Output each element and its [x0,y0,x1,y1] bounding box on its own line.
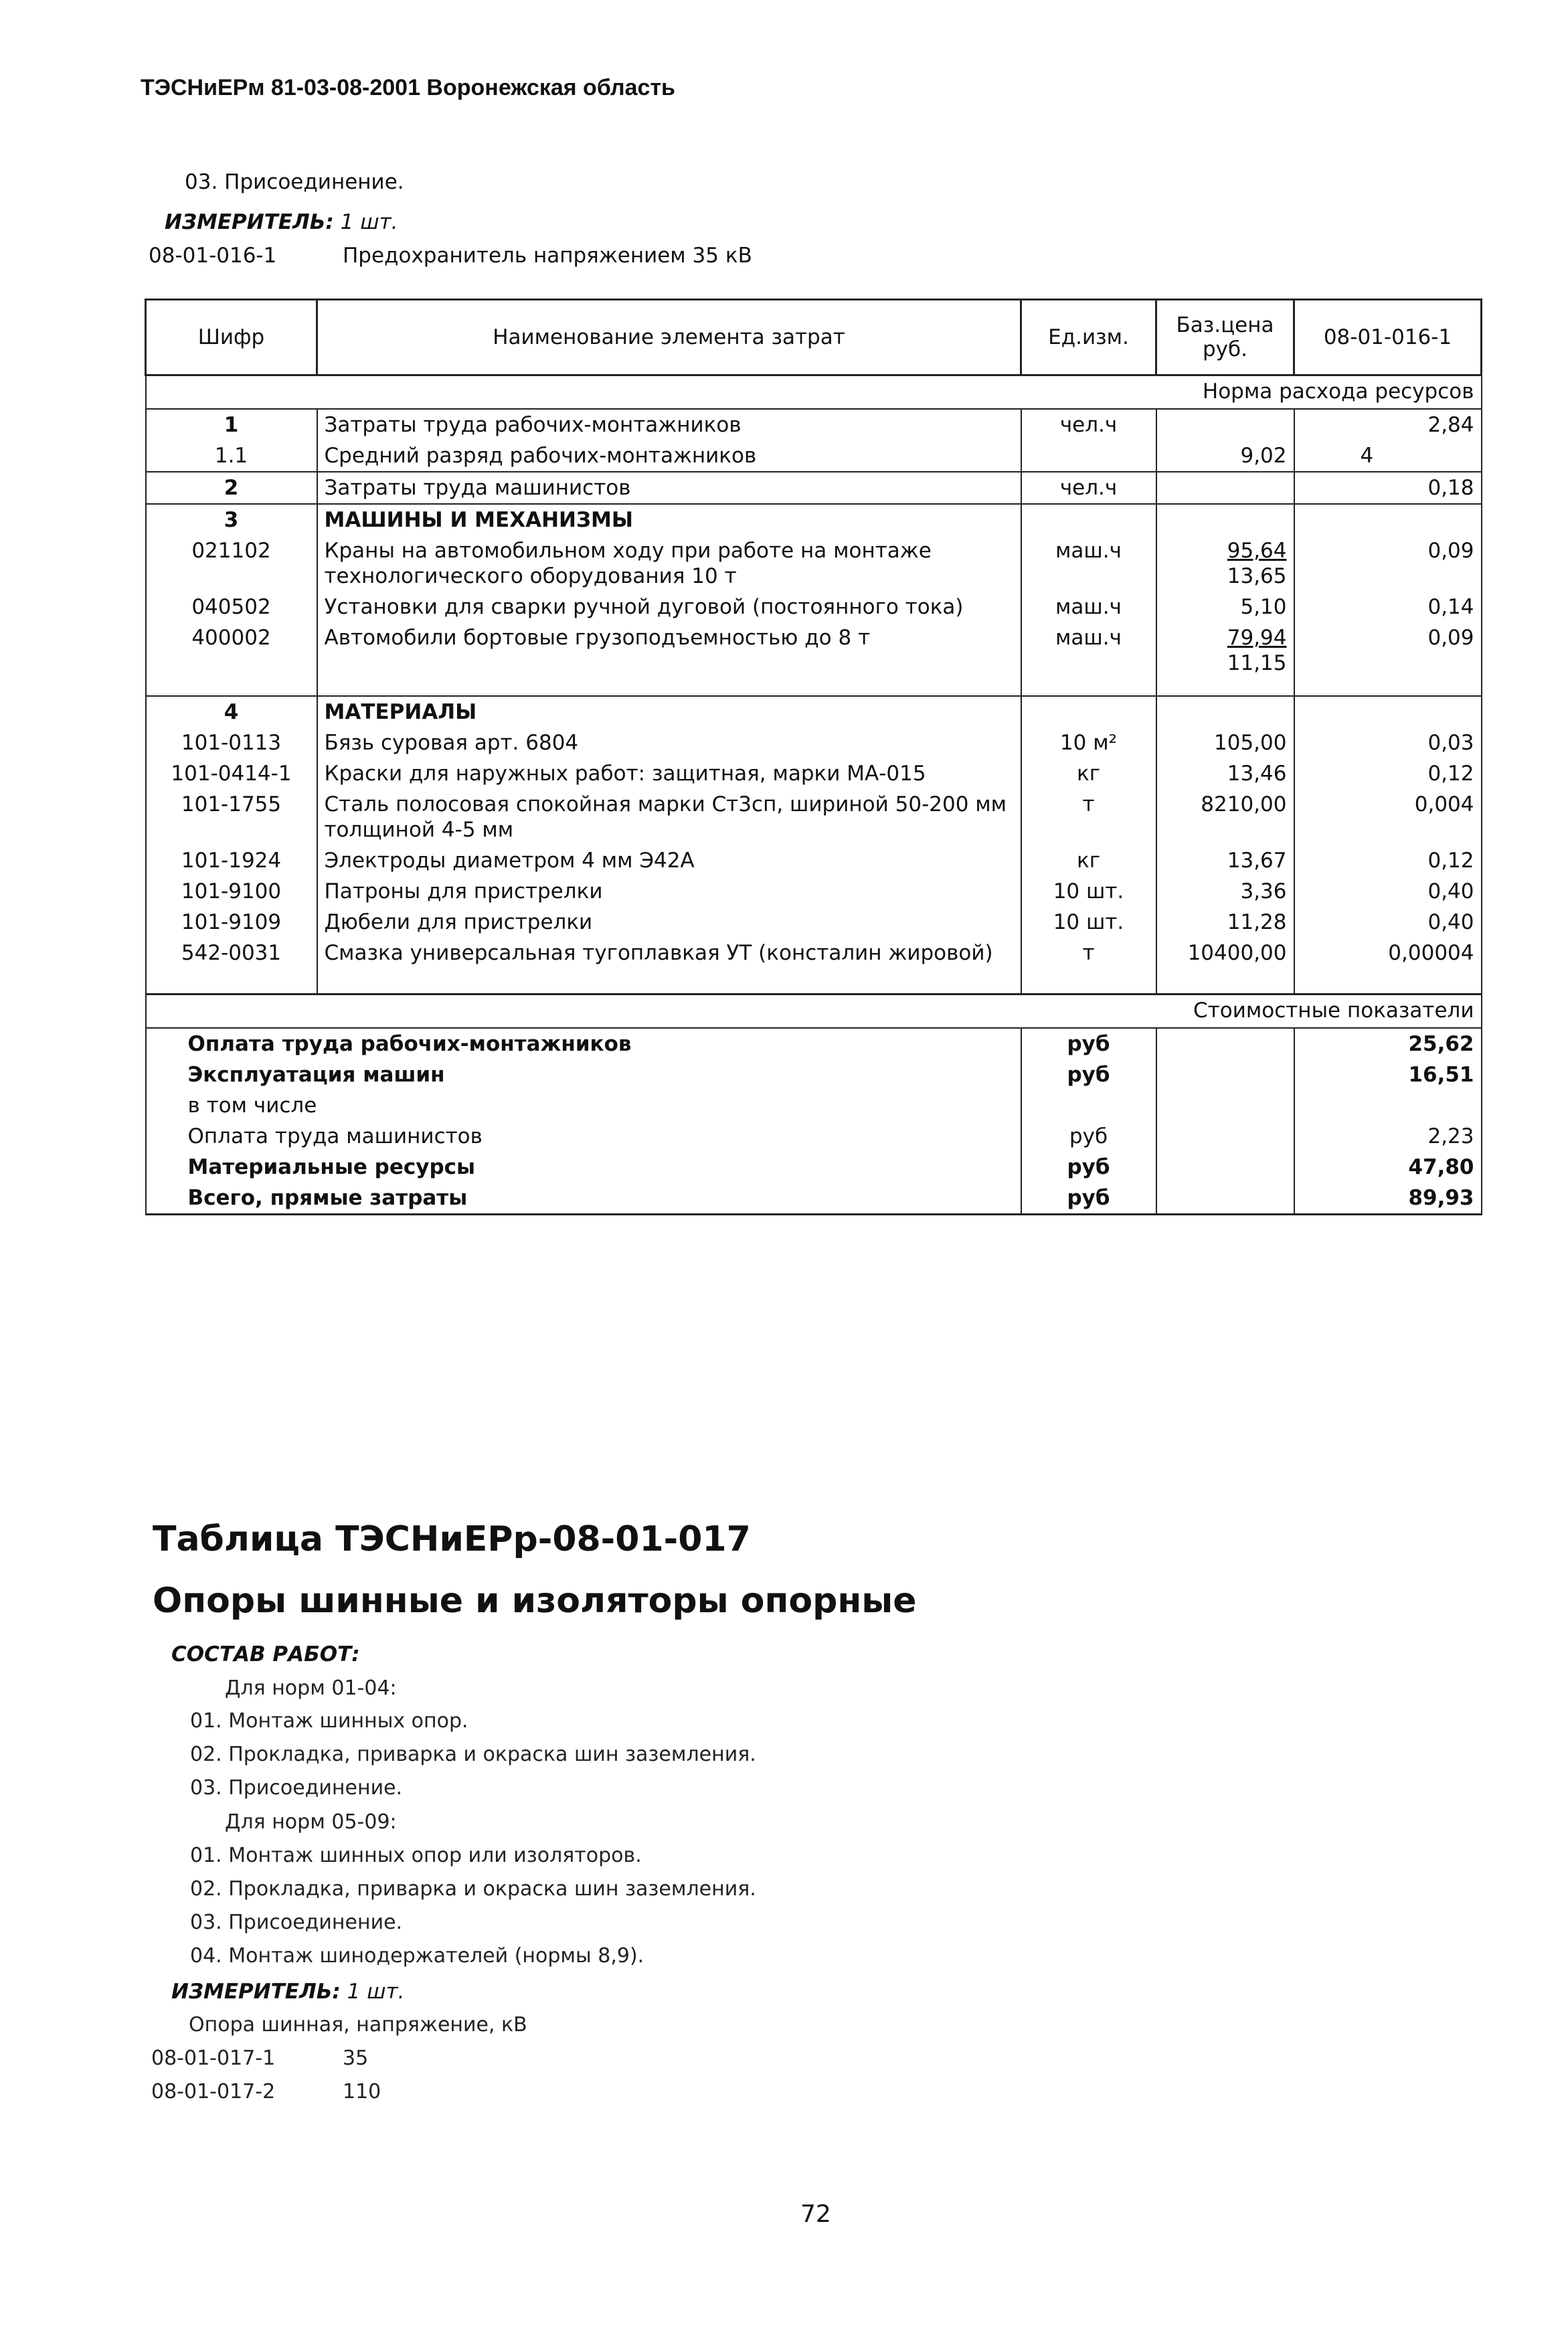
cost-unit [1021,1090,1156,1121]
row-norm: 4 [1294,440,1482,472]
row-code: 1 [146,409,317,440]
table-row [146,535,1482,592]
code-row-value: 110 [343,2080,381,2103]
group1-label: Для норм 01-04: [225,1676,397,1700]
cost-value: 25,62 [1294,1028,1482,1059]
row-name: Затраты труда рабочих-монтажников [317,409,1021,440]
row-norm: 0,40 [1294,876,1482,907]
row-name: Автомобили бортовые грузоподъемностью до 8 т [317,622,1021,696]
row-name: Смазка универсальная тугоплавкая УТ (консталин жировой) [317,938,1021,994]
cost-name: Материальные ресурсы [146,1152,1021,1183]
pre-code-desc: Предохранитель напряжением 35 кВ [343,244,752,268]
table-row [146,938,1482,994]
list-item: 02. Прокладка, приварка и окраска шин заземления. [190,1877,756,1901]
cost-band-row [146,994,1482,1028]
pre-meter [165,210,398,234]
col-header: Баз.цена руб. [1156,300,1294,375]
cost-name: Всего, прямые затраты [146,1183,1021,1215]
list-item: 03. Присоединение. [190,1911,403,1934]
cost-band: Стоимостные показатели [1156,994,1482,1028]
cost-unit: руб [1021,1059,1156,1090]
row-norm: 0,18 [1294,472,1482,504]
code-row-code: 08-01-017-1 [151,2047,276,2070]
table-row [146,440,1482,472]
table-row [146,727,1482,758]
row-code: 101-0414-1 [146,758,317,789]
row-code: 4 [146,696,317,727]
table-row [146,758,1482,789]
row-norm: 0,14 [1294,592,1482,622]
cost-empty [1156,1090,1294,1121]
cost-row [146,1028,1482,1059]
row-norm: 0,004 [1294,789,1482,845]
row-price: 5,10 [1156,592,1294,622]
cost-row [146,1059,1482,1090]
row-code: 021102 [146,535,317,592]
list-item: 03. Присоединение. [190,1776,403,1800]
row-unit: т [1021,789,1156,845]
price-sub: 13,65 [1227,564,1287,588]
cost-unit: руб [1021,1152,1156,1183]
cost-value: 2,23 [1294,1121,1482,1152]
table-row [146,845,1482,876]
table-row [146,907,1482,938]
cost-name: Оплата труда рабочих-монтажников [146,1028,1021,1059]
meter-value: 1 шт. [347,1980,405,2004]
row-unit: т [1021,938,1156,994]
cost-empty [1156,1152,1294,1183]
row-unit: 10 шт. [1021,876,1156,907]
price-main: 79,94 [1227,626,1287,650]
row-name: Электроды диаметром 4 мм Э42А [317,845,1021,876]
row-price: 8210,00 [1156,789,1294,845]
row-norm: 0,00004 [1294,938,1482,994]
row-name: Патроны для пристрелки [317,876,1021,907]
row-code: 040502 [146,592,317,622]
row-unit: чел.ч [1021,472,1156,504]
page-header: ТЭСНиЕРм 81-03-08-2001 Воронежская область [141,75,675,100]
row-unit: 10 м² [1021,727,1156,758]
row-price: 3,36 [1156,876,1294,907]
row-price [1156,535,1294,592]
row-name: Сталь полосовая спокойная марки Ст3сп, шириной 50-200 мм толщиной 4-5 мм [317,789,1021,845]
section-title-2: Опоры шинные и изоляторы опорные [153,1581,917,1621]
row-name: Дюбели для пристрелки [317,907,1021,938]
cost-row [146,1152,1482,1183]
list-item: 04. Монтаж шинодержателей (нормы 8,9). [190,1944,644,1968]
row-code: 542-0031 [146,938,317,994]
page-number: 72 [800,2200,831,2228]
meter-label: ИЗМЕРИТЕЛЬ: [165,210,334,234]
row-code: 101-0113 [146,727,317,758]
row-unit: маш.ч [1021,622,1156,696]
row-norm: 0,40 [1294,907,1482,938]
composition-label: СОСТАВ РАБОТ: [171,1642,360,1666]
cost-value: 47,80 [1294,1152,1482,1183]
row-norm: 0,09 [1294,535,1482,592]
norm-band-row [146,375,1482,410]
col-header: Ед.изм. [1021,300,1156,375]
table-row [146,696,1482,727]
code-row-code: 08-01-017-2 [151,2080,276,2103]
cost-name: в том числе [146,1090,1021,1121]
row-price [1156,622,1294,696]
table-row [146,409,1482,440]
cost-empty [1156,1028,1294,1059]
row-name: Установки для сварки ручной дуговой (постоянного тока) [317,592,1021,622]
row-code: 400002 [146,622,317,696]
row-code: 101-1755 [146,789,317,845]
row-unit [1021,504,1156,535]
row-unit: чел.ч [1021,409,1156,440]
cost-value: 89,93 [1294,1183,1482,1215]
table-row [146,504,1482,535]
row-name: Краны на автомобильном ходу при работе на монтаже технологического оборудования 10 т [317,535,1021,592]
cost-unit: руб [1021,1028,1156,1059]
price-sub: 11,15 [1227,651,1287,675]
col-header: Наименование элемента затрат [317,300,1021,375]
cost-row [146,1183,1482,1215]
cost-row [146,1090,1482,1121]
row-price [1156,472,1294,504]
code-row-value: 35 [343,2047,369,2070]
row-unit: маш.ч [1021,592,1156,622]
list-item: 01. Монтаж шинных опор. [190,1709,468,1733]
row-name: Затраты труда машинистов [317,472,1021,504]
row-price [1156,696,1294,727]
row-price: 11,28 [1156,907,1294,938]
cost-row [146,1121,1482,1152]
cost-name: Эксплуатация машин [146,1059,1021,1090]
meter-desc: Опора шинная, напряжение, кВ [189,2013,527,2037]
col-header: Шифр [146,300,317,375]
list-item: 01. Монтаж шинных опор или изоляторов. [190,1844,642,1867]
group2-label: Для норм 05-09: [225,1810,397,1834]
row-price: 10400,00 [1156,938,1294,994]
row-name: Краски для наружных работ: защитная, марки МА-015 [317,758,1021,789]
cost-unit: руб [1021,1183,1156,1215]
resource-table [145,298,1482,1215]
row-unit: 10 шт. [1021,907,1156,938]
cost-name: Оплата труда машинистов [146,1121,1021,1152]
meter-label: ИЗМЕРИТЕЛЬ: [171,1980,341,2004]
price-main: 95,64 [1227,539,1287,563]
row-code: 101-1924 [146,845,317,876]
cost-unit: руб [1021,1121,1156,1152]
col-header: 08-01-016-1 [1294,300,1482,375]
cost-empty [1156,1059,1294,1090]
section-meter [171,1980,404,2004]
table-row [146,789,1482,845]
row-code: 1.1 [146,440,317,472]
pre-code: 08-01-016-1 [149,244,277,268]
cost-value [1294,1090,1482,1121]
row-price: 9,02 [1156,440,1294,472]
row-name: МАШИНЫ И МЕХАНИЗМЫ [317,504,1021,535]
row-code: 2 [146,472,317,504]
row-unit: кг [1021,845,1156,876]
row-name: МАТЕРИАЛЫ [317,696,1021,727]
pre-item: 03. Присоединение. [185,170,404,194]
table-row [146,876,1482,907]
row-unit [1021,696,1156,727]
row-price: 105,00 [1156,727,1294,758]
row-norm [1294,504,1482,535]
row-norm: 0,09 [1294,622,1482,696]
row-name: Средний разряд рабочих-монтажников [317,440,1021,472]
row-norm: 2,84 [1294,409,1482,440]
meter-value: 1 шт. [340,210,398,234]
row-norm: 0,12 [1294,758,1482,789]
table-row [146,592,1482,622]
cost-empty [1156,1121,1294,1152]
row-code: 3 [146,504,317,535]
row-unit: кг [1021,758,1156,789]
cost-empty [1156,1183,1294,1215]
table-row [146,472,1482,504]
row-price: 13,67 [1156,845,1294,876]
row-unit: маш.ч [1021,535,1156,592]
row-norm [1294,696,1482,727]
list-item: 02. Прокладка, приварка и окраска шин заземления. [190,1743,756,1766]
row-norm: 0,12 [1294,845,1482,876]
section-title-1: Таблица ТЭСНиЕРр-08-01-017 [153,1519,751,1559]
table-row [146,622,1482,696]
row-code: 101-9100 [146,876,317,907]
cost-value: 16,51 [1294,1059,1482,1090]
row-code: 101-9109 [146,907,317,938]
table-header-row [146,300,1482,375]
row-price [1156,409,1294,440]
row-name: Бязь суровая арт. 6804 [317,727,1021,758]
row-norm: 0,03 [1294,727,1482,758]
row-price [1156,504,1294,535]
norm-band: Норма расхода ресурсов [1156,375,1482,410]
row-unit [1021,440,1156,472]
row-price: 13,46 [1156,758,1294,789]
